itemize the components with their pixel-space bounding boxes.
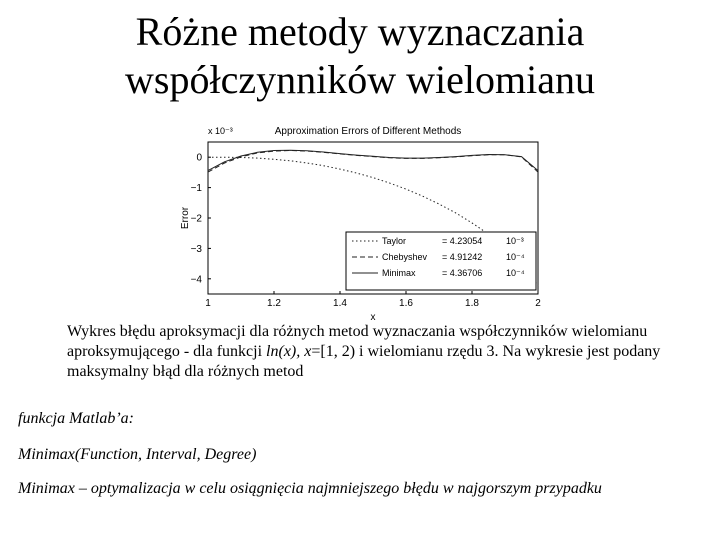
y-tick-label: −4: [190, 274, 202, 286]
y-tick-label: −3: [190, 243, 202, 255]
legend-exponent: 10⁻⁴: [506, 252, 525, 262]
series-line-chebyshev: [208, 151, 538, 173]
y-tick-label: −2: [190, 213, 202, 225]
caption-function: ln(x), x: [266, 343, 312, 360]
y-axis-label: Error: [180, 206, 191, 230]
matlab-function-heading: funkcja Matlab’a:: [18, 410, 134, 427]
legend-max-error: = 4.23054: [442, 236, 483, 246]
y-tick-label: −1: [190, 183, 202, 195]
x-tick-label: 1.8: [465, 298, 479, 309]
legend-exponent: 10⁻⁴: [506, 268, 525, 278]
slide-title-line2: współczynników wielomianu: [125, 57, 595, 102]
slide-title-line1: Różne metody wyznaczania: [135, 9, 585, 54]
legend-series-name: Chebyshev: [382, 252, 428, 262]
minimax-signature: Minimax(Function, Interval, Degree): [18, 446, 257, 463]
legend-series-name: Taylor: [382, 236, 407, 246]
x-tick-label: 1.2: [267, 298, 281, 309]
x-tick-label: 1.6: [399, 298, 413, 309]
chart-caption: [67, 322, 687, 382]
caption-part1: Wykres błędu aproksymacji dla różnych metod wyznaczania współczynników wielomianu aproksymującego - dla funkcji: [67, 323, 648, 360]
minimax-description: Minimax – optymalizacja w celu osiągnięcia najmniejszego błędu w najgorszym przypadku: [18, 480, 602, 497]
legend-exponent: 10⁻³: [506, 236, 524, 246]
chart-svg: [178, 122, 558, 322]
series-line-minimax: [208, 150, 538, 170]
legend-series-name: Minimax: [382, 268, 416, 278]
x-tick-label: 1.4: [333, 298, 347, 309]
x-tick-label: 1: [205, 298, 211, 309]
caption-part2: =[1, 2) i wielomianu rzędu 3. Na wykresie jest podany maksymalny błąd dla różnych metod: [67, 343, 661, 380]
error-chart: [178, 122, 558, 322]
x-axis-label: x: [370, 312, 376, 322]
y-multiplier-label: x 10⁻³: [208, 126, 233, 136]
legend-max-error: = 4.36706: [442, 268, 483, 278]
slide-title: [0, 8, 720, 104]
chart-title: Approximation Errors of Different Methods: [274, 126, 462, 137]
legend: [346, 232, 536, 290]
x-tick-label: 2: [535, 298, 541, 309]
legend-max-error: = 4.91242: [442, 252, 483, 262]
y-tick-label: 0: [196, 152, 202, 164]
